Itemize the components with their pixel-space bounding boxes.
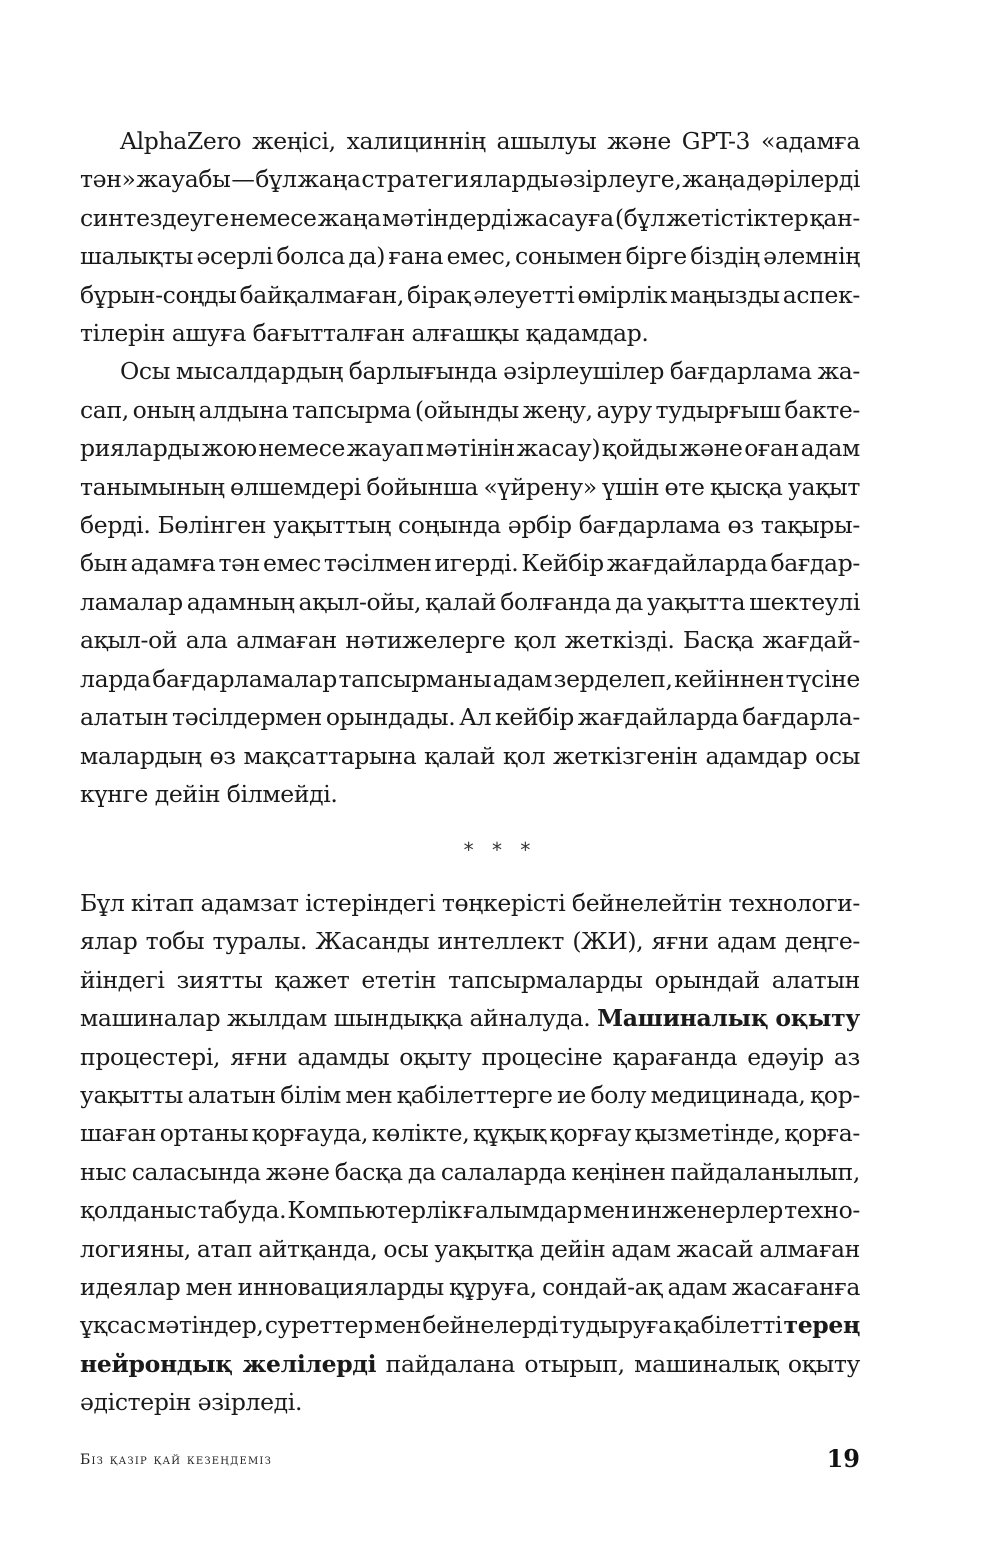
running-title: Біз қазір қай кезеңдеміз [80,1452,273,1468]
main-text [80,122,860,813]
text-line: тән» жауабы — бұл жаңа стратегияларды әзірлеуге, жаңа дәрілерді [80,165,860,194]
text-line [80,884,860,922]
text-run: шаған ортаны қорғауда, көлікте, құқық қорғау қызметінде, қорға- [80,1119,860,1148]
text-line: тілерін ашуға бағытталған алғашқы қадамдар. [80,319,649,348]
text-run: процестері, яғни адамды оқыту процесіне қарағанда едәуір аз [80,1042,860,1071]
text-line [80,999,860,1037]
text-line: берді. Бөлінген уақыттың соңында әрбір бағдарлама өз тақыры- [80,511,860,540]
text-line: ламалар адамның ақыл-ойы, қалай болғанда да уақытта шектеулі [80,587,860,616]
text-line: алатын тәсілдермен орындады. Ал кейбір жағдайларда бағдарла- [80,703,860,732]
text-line: бын адамға тән емес тәсілмен игерді. Кейбір жағдайларда бағдар- [80,549,860,578]
paragraph-3 [80,884,860,1422]
text-line: шалықты әсерлі болса да) ғана емес, сонымен бірге біздің әлемнің [80,242,860,271]
text-line: күнге дейін білмейді. [80,779,338,808]
text-line [80,922,860,960]
paragraph-1 [80,122,860,352]
text-line: рияларды жою немесе жауап мәтінін жасау) қойды және оған адам [80,434,860,463]
text-run: идеялар мен инновацияларды құруға, сондай-ақ адам жасағанға [80,1273,860,1302]
text-line: сап, оның алдына тапсырма (ойынды жеңу, ауру тудырғыш бакте- [80,395,860,424]
text-line [80,1345,860,1383]
text-run: уақытты алатын білім мен қабілеттерге ие болу медицинада, қор- [80,1081,860,1110]
text-line [80,1191,860,1229]
text-line [80,1383,860,1421]
text-line: ларда бағдарламалар тапсырманы адам зерделеп, кейіннен түсіне [80,664,860,693]
section-separator: * * * [463,838,537,862]
text-run: әдістерін әзірледі. [80,1388,303,1417]
text-line: бұрын-соңды байқалмаған, бірақ әлеуетті өмірлік маңызды аспек- [80,280,860,309]
paragraph-2 [80,352,860,813]
bold-term: нейрондық желілерді [80,1349,377,1378]
text-line [80,1153,860,1191]
page-number: 19 [826,1444,860,1473]
text-run: машиналар жылдам шындыққа айналуда. [80,1004,598,1033]
text-line: синтездеуге немесе жаңа мәтіндерді жасауға (бұл жетістіктер қан- [80,203,860,232]
text-run: ялар тобы туралы. Жасанды интеллект (ЖИ), яғни адам деңге- [80,927,860,956]
text-line: Осы мысалдардың барлығында әзірлеушілер бағдарлама жа- [120,357,860,386]
text-line [80,1268,860,1306]
bold-term: терең [783,1311,860,1340]
text-line [80,1076,860,1114]
section-two [80,884,860,1422]
text-line [80,1038,860,1076]
text-line [80,961,860,999]
text-line: ақыл-ой ала алмаған нәтижелерге қол жеткізді. Басқа жағдай- [80,626,860,655]
bold-term: Машиналық оқыту [597,1004,860,1033]
text-run: қолданыс табуда. Компьютерлік ғалымдар мен инженерлер техно- [80,1196,860,1225]
text-run: ұқсас мәтіндер, суреттер мен бейнелерді тудыруға қабілетті [80,1311,784,1340]
text-run: пайдалана отырып, машиналық оқыту [376,1349,860,1378]
text-run: йіндегі зиятты қажет ететін тапсырмаларды орындай алатын [80,965,860,994]
text-line: малардың өз мақсаттарына қалай қол жеткізгенін адамдар осы [80,741,860,770]
text-line: AlphaZero жеңісі, халициннің ашылуы және GPT-3 «адамға [120,127,860,155]
text-line: танымының өлшемдері бойынша «үйрену» үшін өте қысқа уақыт [80,472,860,501]
text-line [80,1230,860,1268]
text-line [80,1114,860,1152]
text-line [80,1306,860,1344]
text-run: логияны, атап айтқанда, осы уақытқа дейін адам жасай алмаған [80,1234,860,1263]
text-run: ныс саласында және басқа да салаларда кеңінен пайдаланылып, [80,1157,860,1186]
text-run: Бұл кітап адамзат істеріндегі төңкерісті бейнелейтін технологи- [80,889,860,917]
